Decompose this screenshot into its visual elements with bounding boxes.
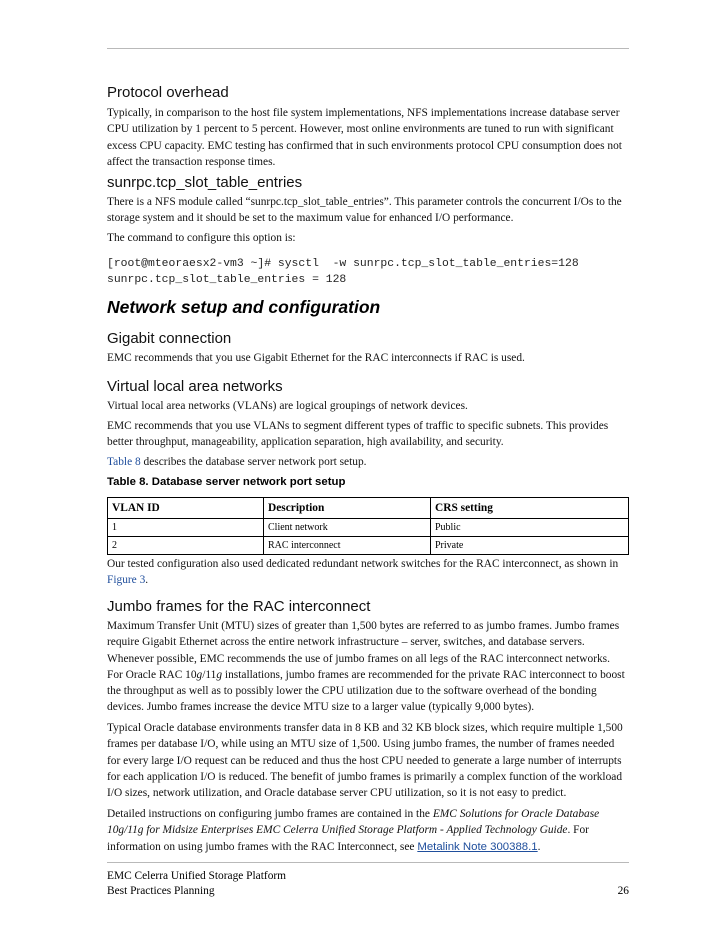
table-reference <box>107 454 627 470</box>
vlan-text-2: EMC recommends that you use VLANs to segment different types of traffic to specific subnets. This provides better throughput, manageability, application separation, high availability, and security. <box>107 420 609 449</box>
network-port-table <box>107 497 629 555</box>
table-header-cell: CRS setting <box>431 498 629 519</box>
switch-config-text <box>107 556 627 589</box>
footer-rule <box>107 862 629 863</box>
network-setup-heading: Network setup and configuration <box>107 297 381 317</box>
table-cell: 1 <box>108 519 264 537</box>
jumbo-p3-start: Detailed instructions on configuring jumbo frames are contained in the <box>107 808 433 820</box>
jumbo-p1-end: installations, jumbo frames are recommended for the private RAC interconnect to boost the throughput as well as to possibly lower the CPU utilization due to the software overhead of the bonding devices. Jumbo frames increase the device MTU size to a larger value (typically 9,000 bytes). <box>107 668 625 714</box>
protocol-overhead-text: Typically, in comparison to the host file system implementations, NFS implementations increase database server CPU utilization by 1 percent to 5 percent. However, most online environments are tuned to run with significant excess CPU capacity. EMC testing has confirmed that in such environments protocol CPU consumption does not affect the transaction response times. <box>107 107 622 168</box>
jumbo-paragraph-1 <box>107 618 627 716</box>
protocol-overhead-heading: Protocol overhead <box>107 84 229 101</box>
table-reference-text: describes the database server network port setup. <box>140 456 367 468</box>
table-cell: Client network <box>264 519 431 537</box>
version-suffix: g <box>216 668 223 681</box>
sentence-end: . <box>537 840 541 853</box>
jumbo-frames-heading: Jumbo frames for the RAC interconnect <box>107 598 371 615</box>
vlan-heading: Virtual local area networks <box>107 378 283 395</box>
sunrpc-text: There is a NFS module called “sunrpc.tcp_slot_table_entries”. This parameter controls the concurrent I/Os to the storage system and it should be set to the maximum value for enhanced I/O performance. <box>107 196 622 225</box>
gigabit-heading: Gigabit connection <box>107 330 232 347</box>
version-suffix: g <box>196 668 203 681</box>
table-cell: 2 <box>108 537 264 555</box>
jumbo-paragraph-2: Typical Oracle database environments transfer data in 8 KB and 32 KB block sizes, which require multiple 1,500 frames per database I/O, while using an MTU size of 1,500. Using jumbo frames, the number of frames needed for every large I/O request can be reduced and thus the host CPU needed to generate a large number of interrupts for each application I/O is reduced. The benefit of jumbo frames is primarily a complex function of the workload I/O sizes, network utilization, and Oracle database server CPU utilization, so it is not easy to predict. <box>107 722 623 800</box>
jumbo-p3-middle: . For information on using jumbo frames with the RAC Interconnect, see <box>107 824 589 853</box>
table-cell: RAC interconnect <box>264 537 431 555</box>
jumbo-paragraph-3 <box>107 806 627 855</box>
table-row <box>108 519 629 537</box>
table-header-row <box>108 498 629 519</box>
gigabit-text: EMC recommends that you use Gigabit Ethernet for the RAC interconnects if RAC is used. <box>107 352 525 364</box>
table-caption: Table 8. Database server network port setup <box>107 476 346 488</box>
version-separator: /11 <box>202 668 217 681</box>
table-header-cell: VLAN ID <box>108 498 264 519</box>
footer-line-2: Best Practices Planning <box>107 885 215 897</box>
footer <box>107 869 629 899</box>
metalink-note-link[interactable]: Metalink Note 300388.1 <box>417 840 538 853</box>
jumbo-p1-start: Maximum Transfer Unit (MTU) sizes of greater than 1,500 bytes are referred to as jumbo frames. Jumbo frames require Gigabit Ethernet across the entire network infrastructure – server, switches, and database servers. Whenever possible, EMC recommends the use of jumbo frames on all legs of the RAC interconnect networks. For Oracle RAC 10 <box>107 620 620 681</box>
table-cell: Public <box>431 519 629 537</box>
table-8-link[interactable]: Table 8 <box>107 456 141 468</box>
page-number: 26 <box>617 885 629 897</box>
table-header-cell: Description <box>264 498 431 519</box>
table-cell: Private <box>431 537 629 555</box>
vlan-text-1: Virtual local area networks (VLANs) are logical groupings of network devices. <box>107 400 468 412</box>
table-row <box>108 537 629 555</box>
sunrpc-heading: sunrpc.tcp_slot_table_entries <box>107 174 303 191</box>
sentence-end: . <box>145 574 149 587</box>
figure-3-link[interactable]: Figure 3 <box>107 574 146 587</box>
guide-title: EMC Solutions for Oracle Database 10g/11g for Midsize Enterprises EMC Celerra Unified Storage Platform - Applied Technology Guide <box>107 808 600 837</box>
command-intro: The command to configure this option is: <box>107 232 296 244</box>
header-rule <box>107 48 629 49</box>
footer-line-1: EMC Celerra Unified Storage Platform <box>107 870 287 882</box>
code-line-2: sunrpc.tcp_slot_table_entries = 128 <box>107 274 347 286</box>
switch-config-sentence: Our tested configuration also used dedicated redundant network switches for the RAC interconnect, as shown in <box>107 558 619 570</box>
code-line-1: [root@mteoraesx2-vm3 ~]# sysctl -w sunrpc.tcp_slot_table_entries=128 <box>107 258 579 270</box>
